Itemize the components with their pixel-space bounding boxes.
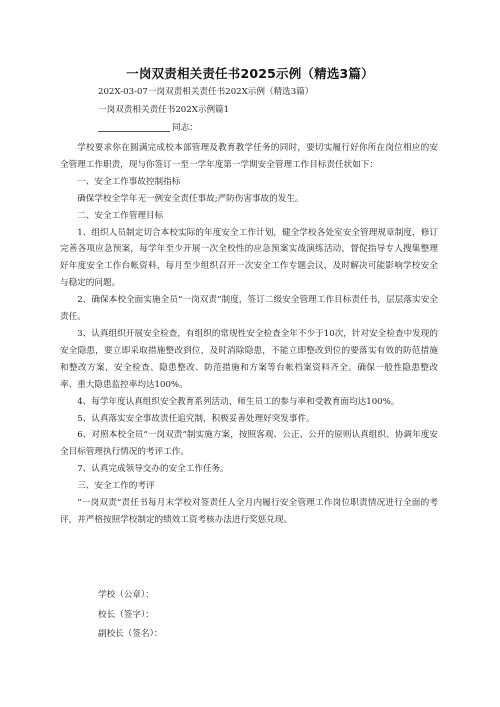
paragraph: 5、认真落实安全事故责任追究制，积极妥善处理好突发事件。 xyxy=(77,413,315,424)
document-title: 一岗双责相关责任书2025示例（精选3篇） xyxy=(126,66,374,81)
paragraph: 2、确保本校全面实施全员“一岗双责”制度，签订二级安全管理工作目标责任书，层层落实安全责任。 xyxy=(60,295,438,323)
paragraph: 7、认真完成领导交办的安全工作任务。 xyxy=(77,464,229,475)
section-heading: 一、安全工作事故控制指标 xyxy=(77,176,181,187)
colleague-label: 同志： xyxy=(172,123,198,133)
paragraph: 6、对照本校全员“一岗双责”制实施方案，按照客观、公正、公开的原则认真组织、协调年度安全目标管理执行情况的考评工作。 xyxy=(60,430,438,458)
section-heading: 二、安全工作管理目标 xyxy=(77,210,164,221)
section-heading: 三、安全工作的考评 xyxy=(77,481,155,492)
intro-paragraph: 学校要求你在圆满完成校本部管理及教育教学任务的同时，要切实履行好你所在岗位相应的安全管理工作职责，现与你签订一至一学年度第一学期安全管理工作目标责任状如下： xyxy=(60,143,438,170)
paragraph: 1、组织人员制定切合本校实际的年度安全工作计划，健全学校各处室安全管理规章制度，修订完善各项应急预案，每学年至少开展一次全校性的应急预案实战演练活动，督促指导专人搜集整理好年度安全工作台帐资料，每月至少组织召开一次安全工作专题会议，及时解决可能影响学校安全与稳定的问题。 xyxy=(60,227,438,289)
vice-principal-signature-line: 副校长（签名）： xyxy=(98,629,163,639)
paragraph: 4、每学年度认真组织安全教育系列活动，师生员工的参与率和受教育面均达100%。 xyxy=(77,396,400,407)
document-body xyxy=(60,140,438,529)
section-heading-line: 一岗双责相关责任书202X示例篇1 xyxy=(98,105,230,115)
paragraph: 3、认真组织开展安全检查，有组织的常规性安全检查全年不少于10次，针对安全检查中发现的安全隐患，要立即采取措施整改到位，及时消除隐患，不能立即整改到位的要落实有效的防范措施和整改方案，安全检查、隐患整改、防范措施和方案等台帐档案资料齐全。确保一般性隐患整改率、重大隐患监控率均达100%。 xyxy=(60,328,438,390)
paragraph: 确保学校全学年无一例安全责任事故;严防伤害事故的发生。 xyxy=(77,193,304,204)
paragraph: “一岗双责”责任书每月末学校对签责任人全月内履行安全管理工作岗位职责情况进行全面的考评，并严格按照学校制定的绩效工资考核办法进行奖惩兑现。 xyxy=(60,498,438,525)
meta-date-line: 202X-03-07一岗双责相关责任书202X示例（精选3篇） xyxy=(98,87,314,97)
principal-signature-line: 校长（签字）： xyxy=(98,610,154,620)
school-seal-line: 学校（公章）： xyxy=(98,590,154,600)
name-blank-line xyxy=(98,123,170,132)
